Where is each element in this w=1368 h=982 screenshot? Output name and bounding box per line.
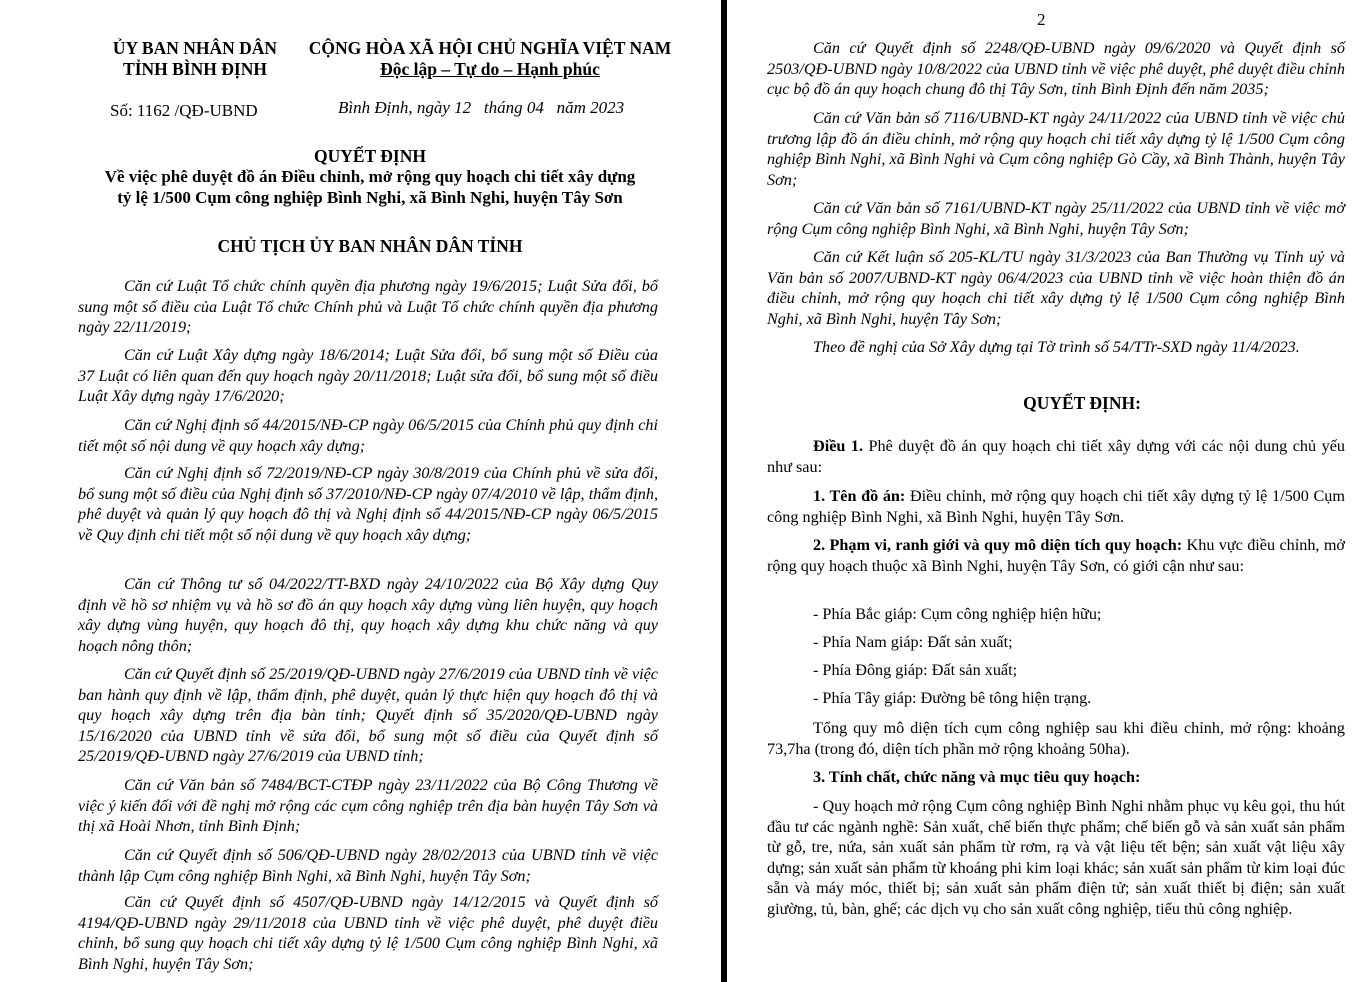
legal-basis: Căn cứ Quyết định số 506/QĐ-UBND ngày 28/02/2013 của UBND tỉnh về việc thành lập Cụm công nghiệp Bình Nghi, xã Bình Nghi, huyện Tây Sơn; <box>78 846 658 885</box>
article-1-label: Điều 1. <box>813 437 864 455</box>
item-2-text: Khu vực điều chỉnh, mở rộng quy hoạch thuộc xã Bình Nghi, huyện Tây Sơn, có giới cận như sau: <box>767 536 1345 575</box>
border-north: - Phía Bắc giáp: Cụm công nghiệp hiện hữu; <box>813 605 1102 623</box>
national-motto <box>300 38 680 80</box>
agency-name <box>95 38 295 80</box>
document-title: QUYẾT ĐỊNH <box>314 146 426 166</box>
document-subject <box>60 166 680 208</box>
issuer-heading: CHỦ TỊCH ỦY BAN NHÂN DÂN TỈNH <box>217 236 523 256</box>
legal-basis: Căn cứ Nghị định số 44/2015/NĐ-CP ngày 06/5/2015 của Chính phủ quy định chi tiết một số nội dung về quy hoạch xây dựng; <box>78 416 658 455</box>
item-3-text: - Quy hoạch mở rộng Cụm công nghiệp Bình Nghi nhằm phục vụ kêu gọi, thu hút đầu tư các ngành nghề: Sản xuất, chế biến thực phẩm; chế biến gỗ và sản xuất sản phẩm từ gỗ, tre, nứa, sản xuất sản phẩm từ rơm, rạ và vật liệu tết bện; sản xuất vật liệu xây dựng; sản xuất sản phẩm từ khoáng phi kim loại khác; sản xuất sản phẩm từ kim loại đúc sẵn và máy móc, thiết bị; sản xuất sản phẩm điện tử; sản xuất thiết bị điện; sản xuất giường, tủ, bàn, ghế; các dịch vụ cho sản xuất công nghiệp, tiểu thủ công nghiệp. <box>767 797 1345 918</box>
border-south: - Phía Nam giáp: Đất sản xuất; <box>813 633 1013 651</box>
agency-line-2: TỈNH BÌNH ĐỊNH <box>123 59 267 79</box>
item-3-label: 3. Tính chất, chức năng và mục tiêu quy hoạch: <box>813 768 1141 786</box>
article-1-text: Phê duyệt đồ án quy hoạch chi tiết xây dựng với các nội dung chủ yếu như sau: <box>767 437 1345 476</box>
subject-line-1: Về việc phê duyệt đồ án Điều chỉnh, mở rộng quy hoạch chi tiết xây dựng <box>104 167 636 186</box>
page-number: 2 <box>1037 10 1046 29</box>
item-1 <box>767 486 1345 527</box>
legal-basis: Căn cứ Luật Xây dựng ngày 18/6/2014; Luật Sửa đổi, bổ sung một số Điều của 37 Luật có liên quan đến quy hoạch ngày 20/11/2018; Luật sửa đổi, bổ sung một số điều Luật Xây dựng ngày 17/6/2020; <box>78 346 658 406</box>
subject-line-2: tỷ lệ 1/500 Cụm công nghiệp Bình Nghi, xã Bình Nghi, huyện Tây Sơn <box>117 188 623 207</box>
item-1-label: 1. Tên đồ án: <box>813 487 906 505</box>
document-date: Bình Định, ngày 12 tháng 04 năm 2023 <box>338 98 625 117</box>
legal-basis: Căn cứ Kết luận số 205-KL/TU ngày 31/3/2023 của Ban Thường vụ Tỉnh uỷ và Văn bản số 2007/UBND-KT ngày 06/4/2023 của UBND tỉnh về việc hoàn thiện đồ án điều chỉnh, mở rộng quy hoạch chi tiết xây dựng tỷ lệ 1/500 Cụm công nghiệp Bình Nghi, xã Bình Nghi, huyện Tây Sơn; <box>767 248 1345 328</box>
border-west: - Phía Tây giáp: Đường bê tông hiện trạng. <box>813 689 1092 707</box>
legal-basis: Căn cứ Quyết định số 4507/QĐ-UBND ngày 14/12/2015 và Quyết định số 4194/QĐ-UBND ngày 29/11/2018 của UBND tỉnh về việc phê duyệt, phê duyệt điều chỉnh, bổ sung quy hoạch chi tiết xây dựng tỷ lệ 1/500 Cụm công nghiệp Bình Nghi, xã Bình Nghi, huyện Tây Sơn; <box>78 893 658 973</box>
border-east: - Phía Đông giáp: Đất sản xuất; <box>813 661 1018 679</box>
item-2-label: 2. Phạm vi, ranh giới và quy mô diện tích quy hoạch: <box>813 536 1183 554</box>
document-number: Số: 1162 /QĐ-UBND <box>110 101 258 120</box>
legal-basis: Căn cứ Quyết định số 25/2019/QĐ-UBND ngày 27/6/2019 của UBND tỉnh về việc ban hành quy định về lập, thẩm định, phê duyệt, quản lý thực hiện quy hoạch đô thị và quy hoạch xây dựng trên địa bàn tỉnh; Quyết định số 35/2020/QĐ-UBND ngày 15/16/2020 của UBND tỉnh về sửa đổi, bổ sung một số điều của Quyết định số 25/2019/QĐ-UBND ngày 27/6/2019 của UBND tỉnh; <box>78 665 658 766</box>
legal-basis: Căn cứ Văn bản số 7161/UBND-KT ngày 25/11/2022 của UBND tỉnh về việc mở rộng Cụm công nghiệp Bình Nghi, xã Bình Nghi, huyện Tây Sơn; <box>767 199 1345 238</box>
legal-basis: Căn cứ Nghị định số 72/2019/NĐ-CP ngày 30/8/2019 của Chính phủ về sửa đổi, bổ sung một số điều của Nghị định số 37/2010/NĐ-CP ngày 07/4/2010 về lập, thẩm định, phê duyệt và quản lý quy hoạch đô thị và Nghị định số 44/2015/NĐ-CP ngày 06/5/2015 về Quy định chi tiết một số nội dung về quy hoạch xây dựng; <box>78 464 658 544</box>
agency-line-1: ỦY BAN NHÂN DÂN <box>112 38 278 58</box>
nation-line-1: CỘNG HÒA XÃ HỘI CHỦ NGHĨA VIỆT NAM <box>308 38 672 58</box>
legal-basis: Căn cứ Văn bản số 7484/BCT-CTĐP ngày 23/11/2022 của Bộ Công Thương về việc ý kiến đối với đề nghị mở rộng các cụm công nghiệp trên địa bàn huyện Tây Sơn và thị xã Hoài Nhơn, tỉnh Bình Định; <box>78 776 658 836</box>
nation-line-2: Độc lập – Tự do – Hạnh phúc <box>380 59 600 79</box>
item-2 <box>767 535 1345 576</box>
legal-basis: Căn cứ Văn bản số 7116/UBND-KT ngày 24/11/2022 của UBND tỉnh về việc chủ trương lập đồ án điều chỉnh, mở rộng quy hoạch chi tiết xây dựng tỷ lệ 1/500 Cụm công nghiệp Bình Nghi, xã Bình Nghi và Cụm công nghiệp Gò Cầy, xã Bình Thành, huyện Tây Sơn; <box>767 109 1345 189</box>
legal-basis: Căn cứ Quyết định số 2248/QĐ-UBND ngày 09/6/2020 và Quyết định số 2503/QĐ-UBND ngày 10/8/2022 của UBND tỉnh về việc phê duyệt, phê duyệt điều chỉnh cục bộ đồ án quy hoạch chung đô thị Tây Sơn, tỉnh Bình Định đến năm 2035; <box>767 39 1345 99</box>
legal-basis: Căn cứ Luật Tổ chức chính quyền địa phương ngày 19/6/2015; Luật Sửa đổi, bổ sung một số điều của Luật Tổ chức Chính phủ và Luật Tổ chức chính quyền địa phương ngày 22/11/2019; <box>78 277 658 337</box>
legal-basis: Căn cứ Thông tư số 04/2022/TT-BXD ngày 24/10/2022 của Bộ Xây dựng Quy định về hồ sơ nhiệm vụ và hồ sơ đồ án quy hoạch xây dựng vùng liên huyện, quy hoạch xây dựng vùng huyện, quy hoạch đô thị, quy hoạch xây dựng khu chức năng và quy hoạch nông thôn; <box>78 575 658 655</box>
decision-heading: QUYẾT ĐỊNH: <box>1023 393 1141 413</box>
item-1-text: Điều chỉnh, mở rộng quy hoạch chi tiết xây dựng tỷ lệ 1/500 Cụm công nghiệp Bình Nghi, xã Bình Nghi, huyện Tây Sơn. <box>767 487 1345 526</box>
item-3 <box>767 767 1345 788</box>
article-1 <box>767 436 1345 477</box>
area-summary: Tổng quy mô diện tích cụm công nghiệp sau khi điều chỉnh, mở rộng: khoảng 73,7ha (trong đó, diện tích phần mở rộng khoảng 50ha). <box>767 719 1345 758</box>
document-page-2 <box>727 0 1368 982</box>
proposal-basis: Theo đề nghị của Sở Xây dựng tại Tờ trình số 54/TTr-SXD ngày 11/4/2023. <box>813 338 1300 356</box>
